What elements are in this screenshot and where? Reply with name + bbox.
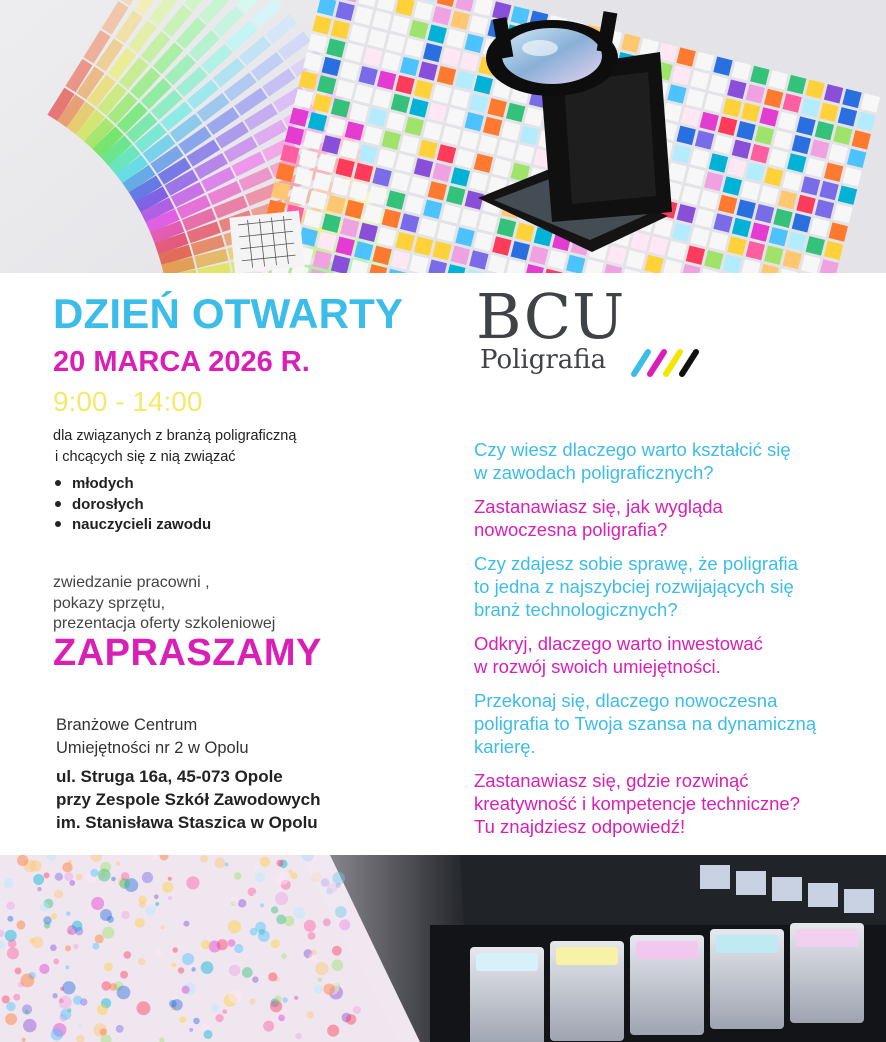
question-line: w rozwój swoich umiejętności. xyxy=(474,656,721,677)
print-dot xyxy=(276,860,283,867)
print-dot xyxy=(13,994,20,1001)
print-dot xyxy=(275,892,288,905)
organizer-name-line: Umiejętności nr 2 w Opolu xyxy=(56,739,249,757)
question-line: Tu znajdziesz odpowiedź! xyxy=(474,816,686,837)
print-dot xyxy=(276,872,289,885)
print-dot xyxy=(250,998,256,1004)
print-dot xyxy=(53,958,59,964)
bcu-logo xyxy=(476,282,716,382)
printer-illustration xyxy=(0,855,886,1042)
logo-stripe xyxy=(650,352,664,374)
print-dot xyxy=(311,949,317,955)
print-dot xyxy=(182,986,190,994)
question-line: Przekonaj się, dlaczego nowoczesna xyxy=(474,690,778,711)
print-dot xyxy=(160,925,164,929)
audience-line-1: dla związanych z branżą poligraficzną xyxy=(53,428,297,444)
print-dot xyxy=(20,974,34,988)
activity-item: pokazy sprzętu, xyxy=(53,594,166,612)
print-dot xyxy=(308,932,316,940)
print-dot xyxy=(353,1006,361,1014)
print-dot xyxy=(178,967,184,973)
audience-groups-list xyxy=(53,474,211,536)
bullet-icon xyxy=(55,521,61,527)
print-dot xyxy=(222,1009,227,1014)
print-dot xyxy=(145,905,155,915)
print-dot xyxy=(182,953,194,965)
print-dot xyxy=(250,928,258,936)
cartridge-cap xyxy=(636,941,698,959)
list-item xyxy=(53,495,211,516)
list-item xyxy=(53,515,211,536)
print-dot xyxy=(209,941,221,953)
print-dot xyxy=(73,995,82,1004)
print-dot xyxy=(276,915,286,925)
print-dot xyxy=(6,902,14,910)
print-dot xyxy=(138,958,145,965)
logo-stripe xyxy=(666,352,680,374)
print-dot xyxy=(37,887,42,892)
print-dot xyxy=(327,1025,339,1037)
print-dot xyxy=(253,893,257,897)
print-dot xyxy=(155,902,159,906)
question-paragraph xyxy=(474,495,874,541)
organizer-address xyxy=(56,765,321,834)
print-dot xyxy=(23,1019,36,1032)
print-dot xyxy=(119,878,130,889)
print-dot xyxy=(293,907,305,919)
print-dot xyxy=(274,995,281,1002)
question-line: to jedna z najszybciej rozwijających się xyxy=(474,576,794,597)
print-head xyxy=(844,889,874,913)
print-dot xyxy=(294,996,298,1000)
print-dot xyxy=(117,986,131,1000)
organizer-name xyxy=(56,714,249,760)
print-dot xyxy=(231,897,239,905)
print-dot xyxy=(92,943,99,950)
print-dot xyxy=(65,965,69,969)
print-dot xyxy=(179,1016,186,1023)
audience-description xyxy=(53,426,433,468)
print-dot xyxy=(5,1013,17,1025)
print-head xyxy=(808,883,838,907)
print-dot xyxy=(97,1004,108,1015)
logo-stripe xyxy=(634,352,648,374)
question-line: w zawodach poligraficznych? xyxy=(474,462,714,483)
measuring-grid xyxy=(229,210,304,273)
print-dot xyxy=(40,902,49,911)
cartridge-cap xyxy=(556,947,618,965)
print-dot xyxy=(228,939,236,947)
print-dot xyxy=(255,872,265,882)
logo-title: BCU xyxy=(476,280,626,353)
activities-list xyxy=(53,573,275,635)
bullet-icon xyxy=(55,501,61,507)
print-dot xyxy=(7,916,13,922)
print-dot xyxy=(50,944,57,951)
question-paragraph xyxy=(474,632,874,678)
print-dot xyxy=(2,995,10,1003)
audience-line-2: i chcących się z nią związać xyxy=(55,449,236,465)
print-dot xyxy=(39,964,49,974)
print-dot xyxy=(73,944,78,949)
print-dot xyxy=(116,861,121,866)
print-dot xyxy=(271,906,278,913)
print-dot xyxy=(15,968,22,975)
question-line: Zastanawiasz się, jak wygląda xyxy=(474,496,723,517)
print-dot xyxy=(78,1023,82,1027)
print-dot xyxy=(62,981,75,994)
print-dot xyxy=(314,985,323,994)
print-dot xyxy=(200,855,208,863)
print-dot xyxy=(25,1010,29,1014)
print-dot xyxy=(168,896,172,900)
logo-stripe xyxy=(682,352,696,374)
print-dot xyxy=(282,997,287,1002)
logo-stripes-icon xyxy=(628,348,700,378)
print-dot xyxy=(101,981,110,990)
print-dot xyxy=(323,918,331,926)
print-dot xyxy=(59,999,64,1004)
print-dot xyxy=(346,1014,357,1025)
questions-list xyxy=(474,438,874,849)
print-dot xyxy=(234,872,241,879)
print-dot xyxy=(173,947,178,952)
print-dot xyxy=(7,947,19,959)
address-line: ul. Struga 16a, 45-073 Opole xyxy=(56,767,283,786)
print-dot xyxy=(234,944,243,953)
question-paragraph xyxy=(474,438,874,484)
print-dot xyxy=(189,1028,193,1032)
print-dot xyxy=(17,855,28,866)
print-dot xyxy=(154,894,159,899)
print-dot xyxy=(121,911,129,919)
print-dot xyxy=(33,874,44,885)
print-dot xyxy=(135,918,145,928)
address-line: im. Stanisława Staszica w Opolu xyxy=(56,813,318,832)
print-dot xyxy=(229,965,240,976)
print-head xyxy=(736,871,766,895)
print-dot xyxy=(332,959,344,971)
print-dot xyxy=(6,1002,15,1011)
print-dot xyxy=(228,920,241,933)
print-dot xyxy=(4,878,14,888)
print-dot xyxy=(260,857,270,867)
print-dot xyxy=(183,921,189,927)
print-dot xyxy=(281,954,286,959)
print-dot xyxy=(66,911,71,916)
print-dot xyxy=(69,880,75,886)
question-paragraph xyxy=(474,552,874,621)
cartridge-cap xyxy=(716,935,778,953)
print-dot xyxy=(263,1021,274,1032)
invite-heading: ZAPRASZAMY xyxy=(53,632,322,674)
print-dot xyxy=(332,946,342,956)
print-dot xyxy=(155,948,163,956)
print-dot xyxy=(16,920,25,929)
print-dot xyxy=(76,874,83,881)
print-dot xyxy=(116,1025,124,1033)
print-dot xyxy=(43,872,49,878)
question-line: Czy wiesz dlaczego warto kształcić się xyxy=(474,439,791,460)
print-dot xyxy=(65,945,71,951)
question-line: Czy zdajesz sobie sprawę, że poligrafia xyxy=(474,553,798,574)
event-headline: DZIEŃ OTWARTY xyxy=(53,290,404,337)
print-head xyxy=(772,877,802,901)
print-dot xyxy=(64,872,73,881)
print-dot xyxy=(271,939,280,948)
print-dot xyxy=(22,1038,26,1042)
print-dot xyxy=(214,858,225,869)
print-dot xyxy=(51,1028,63,1040)
cartridge-cap xyxy=(476,953,538,971)
logo-subtitle: Poligrafia xyxy=(480,345,607,375)
print-dot xyxy=(104,962,113,971)
print-dot xyxy=(307,1011,314,1018)
list-item xyxy=(53,474,211,495)
print-dot xyxy=(288,870,292,874)
print-dot xyxy=(123,951,131,959)
question-line: nowoczesna poligrafia? xyxy=(474,519,668,540)
print-dot xyxy=(102,927,114,939)
print-dot xyxy=(253,864,258,869)
color-chart-illustration xyxy=(0,0,886,273)
print-dot xyxy=(62,862,72,872)
question-line: Zastanawiasz się, gdzie rozwinąć xyxy=(474,770,749,791)
cartridge-cap xyxy=(796,929,858,947)
print-dot xyxy=(95,934,104,943)
print-dot xyxy=(72,921,83,932)
print-dot xyxy=(171,962,176,967)
print-dot xyxy=(168,877,172,881)
print-head xyxy=(700,865,730,889)
print-dot xyxy=(8,939,17,948)
bullet-icon xyxy=(55,480,61,486)
question-paragraph xyxy=(474,769,874,838)
print-dot xyxy=(323,983,334,994)
print-dot xyxy=(136,1001,150,1015)
print-dot xyxy=(201,961,214,974)
print-dot xyxy=(268,972,277,981)
print-dot xyxy=(91,897,104,910)
print-dot xyxy=(260,903,264,907)
print-dot xyxy=(186,876,199,889)
print-dot xyxy=(139,901,146,908)
print-dot xyxy=(54,890,63,899)
print-dot xyxy=(60,987,64,991)
print-dot xyxy=(100,909,112,921)
question-line: Odkryj, dlaczego warto inwestować xyxy=(474,633,763,654)
question-line: karierę. xyxy=(474,736,536,757)
print-dot xyxy=(162,882,173,893)
print-dot xyxy=(242,967,253,978)
print-dot xyxy=(51,913,57,919)
footer-photo-printer xyxy=(0,855,886,1042)
print-dot xyxy=(304,920,316,932)
print-dot xyxy=(191,967,196,972)
question-line: branż technologicznych? xyxy=(474,599,678,620)
print-dot xyxy=(142,872,153,883)
print-dot xyxy=(215,1014,223,1022)
print-dot xyxy=(120,971,128,979)
address-line: przy Zespole Szkół Zawodowych xyxy=(56,790,321,809)
event-hours: 9:00 - 14:00 xyxy=(53,386,203,417)
print-dot xyxy=(98,869,111,882)
print-dot xyxy=(252,976,258,982)
activity-item: prezentacja oferty szkoleniowej xyxy=(53,615,276,632)
question-line: kreatywność i kompetencje techniczne? xyxy=(474,793,800,814)
print-dot xyxy=(201,940,210,949)
print-dot xyxy=(318,977,322,981)
print-dot xyxy=(90,869,98,877)
header-photo-color-charts xyxy=(0,0,886,273)
print-dot xyxy=(295,1033,301,1039)
print-dot xyxy=(228,989,242,1003)
question-line: poligrafia to Twoja szansa na dynamiczną xyxy=(474,713,817,734)
print-dot xyxy=(55,873,63,881)
print-dot xyxy=(60,1009,71,1020)
print-dot xyxy=(315,962,328,975)
print-dot xyxy=(30,860,42,872)
print-dot xyxy=(52,993,57,998)
print-dot xyxy=(111,877,116,882)
print-dot xyxy=(211,1004,219,1012)
group-label: nauczycieli zawodu xyxy=(72,516,212,533)
event-date: 20 MARCA 2026 R. xyxy=(53,346,310,378)
group-label: młodych xyxy=(72,475,134,492)
print-dot xyxy=(278,1014,285,1021)
print-dot xyxy=(203,1030,212,1039)
activity-item: zwiedzanie pracowni , xyxy=(53,574,210,591)
group-label: dorosłych xyxy=(72,495,144,513)
print-dot xyxy=(171,999,182,1010)
question-paragraph xyxy=(474,689,874,758)
print-dot xyxy=(44,922,51,929)
print-dot xyxy=(29,938,35,944)
print-dot xyxy=(193,1018,199,1024)
organizer-name-line: Branżowe Centrum xyxy=(56,716,198,734)
